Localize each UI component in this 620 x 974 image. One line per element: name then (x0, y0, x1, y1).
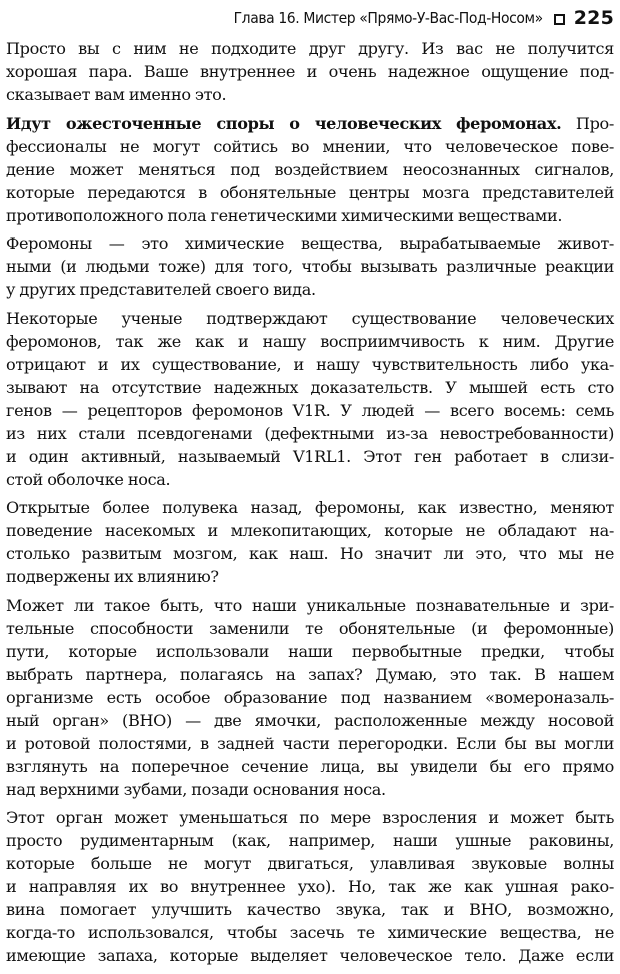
paragraph-4 (6, 307, 614, 491)
page-number: 225 (573, 7, 614, 29)
paragraph-1 (6, 37, 614, 106)
text-line: ными (и людьми тоже) для того, чтобы вызывать различные реакции (6, 257, 614, 276)
text-line (6, 112, 614, 135)
paragraph-2 (6, 112, 614, 227)
paragraph-6 (6, 594, 614, 801)
text-line: Феромоны — это химические вещества, вырабатываемые живот- (6, 234, 614, 253)
text-line: противоположного пола генетическими химическими веществами. (6, 205, 563, 225)
paragraph-5 (6, 496, 614, 588)
text-line: выбрать партнера, полагаясь на запах? Думаю, это так. В нашем (6, 664, 614, 684)
text-line: дение может меняться под воздействием неосознанных сигналов, (6, 159, 614, 179)
text-line: Некоторые ученые подтверждают существование человеческих (6, 308, 614, 328)
text-line: хорошая пара. Ваше внутреннее и очень надежное ощущение под- (6, 62, 614, 81)
text-line: пути, которые использовали наши первобытные предки, чтобы (6, 641, 614, 661)
text-line: ный орган» (ВНО) — две ямочки, расположенные между носовой (6, 710, 614, 730)
text-line: из них стали псевдогенами (дефектными из-за невостребованности) (6, 423, 614, 443)
running-head (6, 2, 614, 34)
text-line: над верхними зубами, позади основания носа. (6, 779, 386, 799)
text-line: которые больше не могут двигаться, улавливая звуковые волны (6, 854, 614, 873)
bold-lead-sentence: Идут ожесточенные споры о человеческих феромонах. (6, 113, 562, 133)
text-line: и ротовой полостями, в задней части перегородки. Если бы вы могли (6, 733, 614, 753)
text-line: отрицают и их существование, и нашу чувствительность либо ука- (6, 354, 614, 374)
text-line: у других представителей своего вида. (6, 280, 316, 299)
text-line: просто рудиментарным (как, например, наши ушные раковины, (6, 831, 614, 850)
text-line: тельные способности заменили те обонятельные (и феромонные) (6, 618, 614, 638)
text-line: генов — рецепторов феромонов V1R. У людей — всего восемь: семь (6, 400, 614, 420)
text-line: и направляя их во внутреннее ухо). Но, так же как ушная рако- (6, 877, 614, 896)
text-line: имеющие запаха, которые выделяет человеческое тело. Даже если (6, 946, 614, 965)
text-line: Открытые более полувека назад, феромоны, как известно, меняют (6, 498, 614, 517)
text-line: взглянуть на поперечное сечение лица, вы увидели бы его прямо (6, 756, 614, 776)
text-line: феромонов, так же как и нашу восприимчивость к ним. Другие (6, 331, 614, 351)
text-line: Этот орган может уменьшаться по мере взросления и может быть (6, 808, 614, 827)
paragraph-7 (6, 806, 614, 967)
text-line: когда-то использовался, чтобы засечь те химические вещества, не (6, 923, 614, 942)
text-line: фессионалы не могут сойтись во мнении, что человеческое пове- (6, 136, 614, 156)
text-line: которые передаются в обонятельные центры мозга представителей (6, 182, 614, 202)
text-line: и один активный, называемый V1RL1. Этот ген работает в слизи- (6, 446, 614, 466)
text-line: организме есть особое образование под названием «вомероназаль- (6, 687, 614, 707)
text-line: столько развитым мозгом, как наш. Но значит ли это, что мы не (6, 544, 614, 563)
text-line: сказывает вам именно это. (6, 85, 227, 104)
text-line: стой оболочке носа. (6, 469, 171, 489)
text-line: Может ли такое быть, что наши уникальные познавательные и зри- (6, 595, 614, 615)
text-line: зывают на отсутствие надежных доказательств. У мышей есть сто (6, 377, 614, 397)
chapter-title: Глава 16. Мистер «Прямо-У-Вас-Под-Носом» (233, 9, 543, 27)
text-line: вина помогает улучшить качество звука, так и ВНО, возможно, (6, 900, 614, 919)
text-line: поведение насекомых и млекопитающих, которые не обладают на- (6, 521, 614, 540)
square-bullet-icon (554, 14, 565, 25)
paragraph-3 (6, 232, 614, 301)
body-text (6, 37, 614, 973)
text-line: подвержены их влиянию? (6, 567, 219, 586)
text-fragment: Про- (561, 113, 614, 133)
text-line: Просто вы с ним не подходите друг другу. Из вас не получится (6, 39, 614, 58)
